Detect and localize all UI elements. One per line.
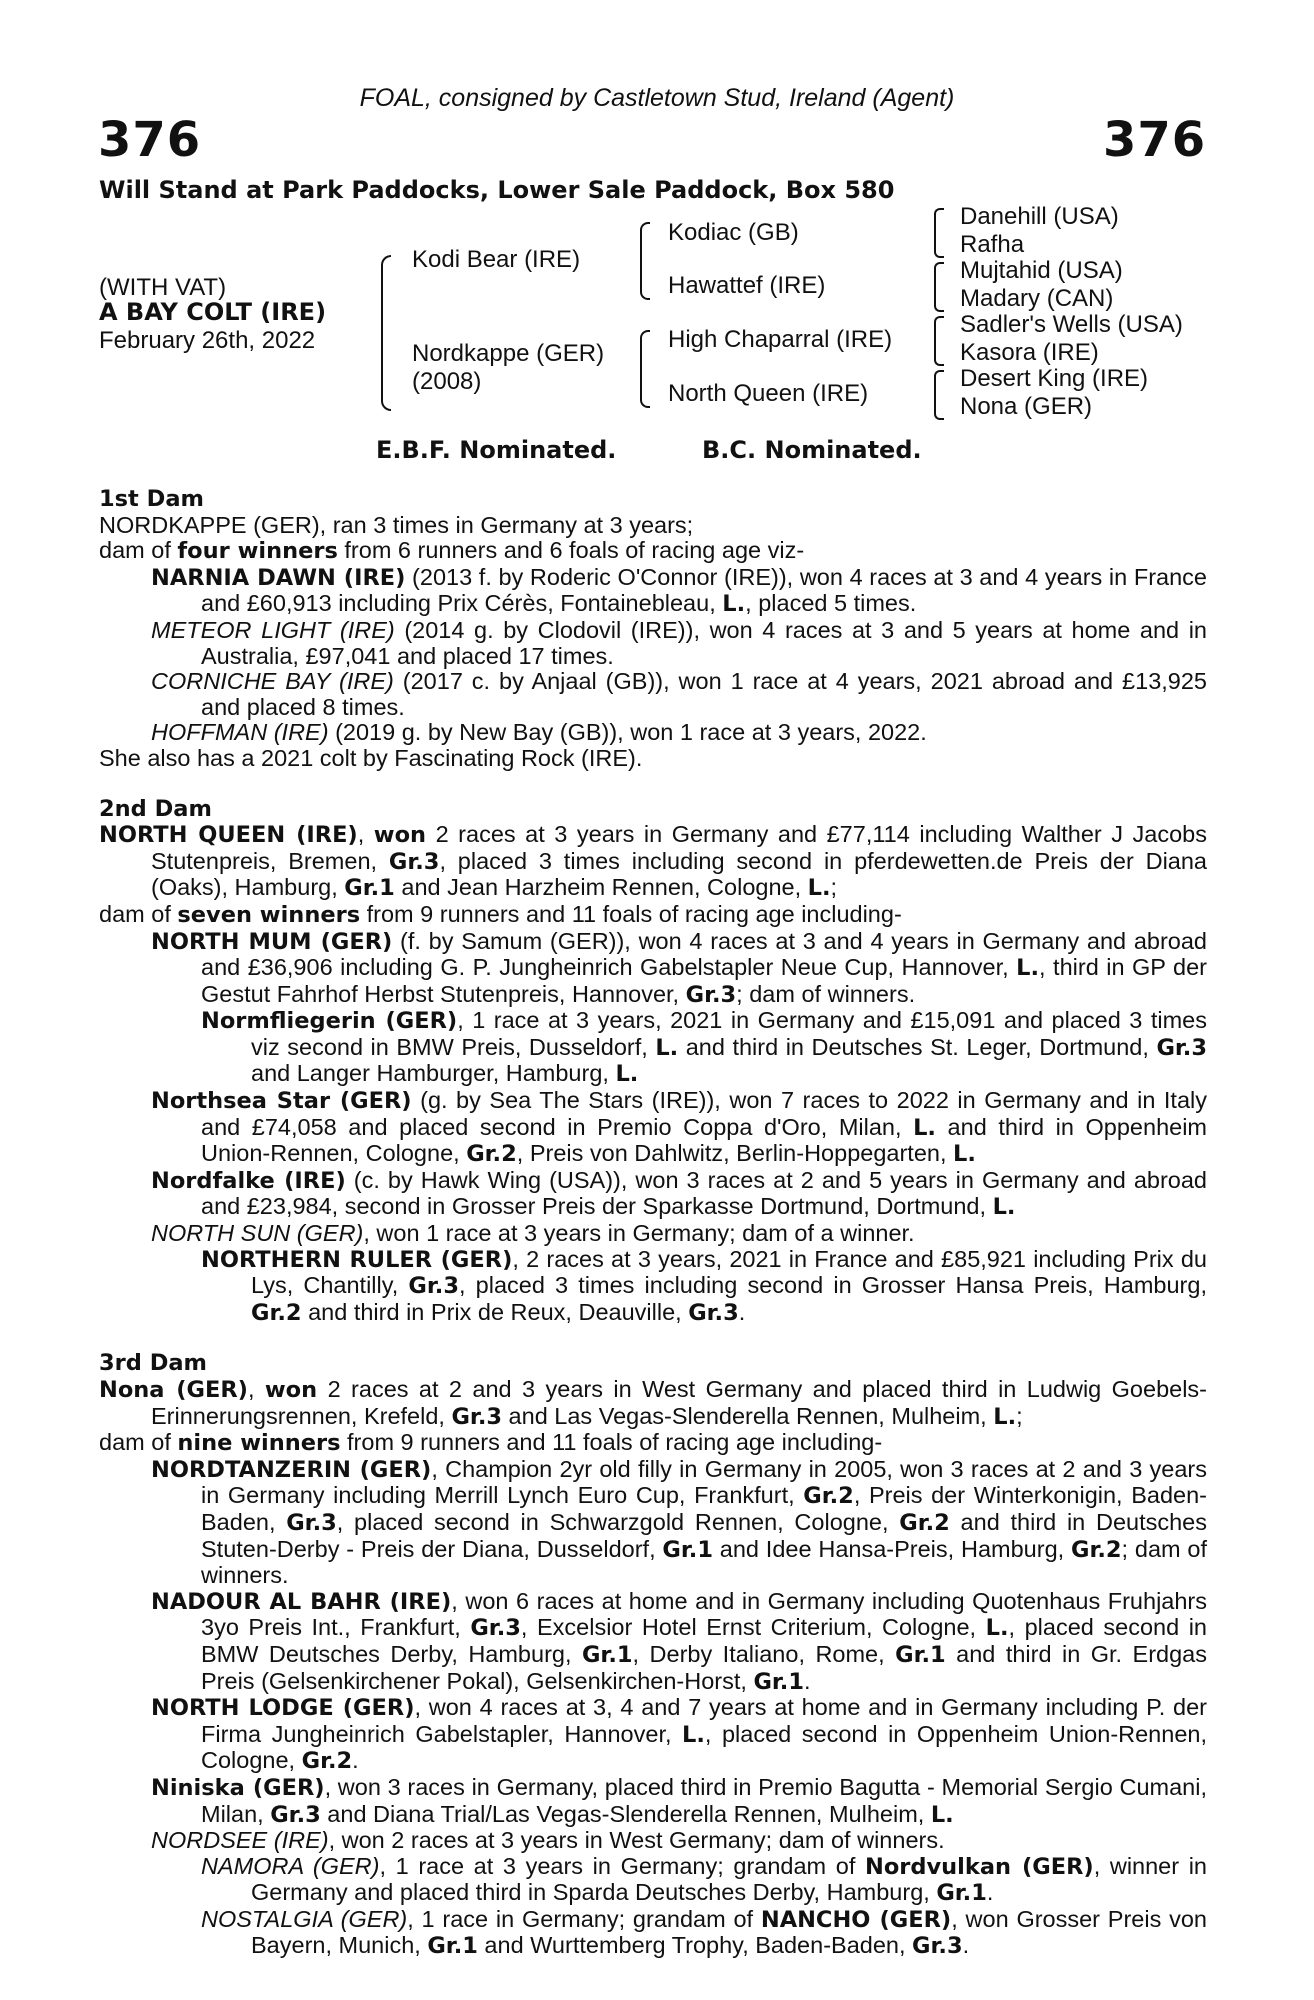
dam: Nordkappe (GER): [412, 340, 605, 367]
progeny-northsea-star: Northsea Star (GER) (g. by Sea The Stars (IRE)), won 7 races to 2022 in Germany and in Italy and £74,058 and placed second in Premio Coppa d'Oro, Milan, L. and third in Oppenheim Union-Rennen, Cologne, Gr.2, Preis von Dahlwitz, Berlin-Hoppegarten, L.: [151, 1087, 1208, 1168]
ebf-nominated: E.B.F. Nominated.: [376, 436, 617, 464]
catalogue-body: [99, 487, 1207, 1960]
progeny-northern-ruler: NORTHERN RULER (GER), 2 races at 3 years, 2021 in France and £85,921 including Prix du Lys, Chantilly, Gr.3, placed 3 times including second in Grosser Hansa Preis, Hamburg, Gr.2 and third in Prix de Reux, Deauville, Gr.3.: [201, 1245, 1207, 1326]
sire-dam-dam: Madary (CAN): [960, 285, 1114, 312]
brace-ds: [934, 316, 944, 366]
stand-location: Will Stand at Park Paddocks, Lower Sale Paddock, Box 580: [99, 176, 895, 204]
sire-sire: Kodiac (GB): [668, 219, 799, 246]
progeny-north-sun: NORTH SUN (GER), won 1 race at 3 years in Germany; dam of a winner.: [151, 1220, 915, 1247]
progeny-namora: NAMORA (GER), 1 race at 3 years in Germany; grandam of Nordvulkan (GER), winner in Germany and placed third in Sparda Deutsches Derby, Hamburg, Gr.1.: [201, 1852, 1207, 1907]
second-dam-dam-of: dam of seven winners from 9 runners and 11 foals of racing age including-: [99, 900, 902, 928]
brace-sire: [640, 222, 650, 300]
dam-sire-sire: Sadler's Wells (USA): [960, 311, 1183, 338]
second-dam-record: NORTH QUEEN (IRE), won 2 races at 3 years in Germany and £77,114 including Walther J Jacobs Stutenpreis, Bremen, Gr.3, placed 3 times including second in pferdewetten.de Preis der Diana (Oaks), Hamburg, Gr.1 and Jean Harzheim Rennen, Cologne, L.;: [99, 821, 1208, 902]
progeny-north-mum: NORTH MUM (GER) (f. by Samum (GER)), won 4 races at 3 and 4 years in Germany and abroad and £36,906 including G. P. Jungheinrich Gabelstapler Neue Cup, Hannover, L., third in GP der Gestut Fahrhof Herbst Stutenpreis, Hannover, Gr.3; dam of winners.: [151, 927, 1207, 1008]
sire-dam: Hawattef (IRE): [668, 272, 826, 299]
second-dam-heading: 2nd Dam: [99, 795, 212, 822]
third-dam-dam-of: dam of nine winners from 9 runners and 11 foals of racing age including-: [99, 1429, 883, 1457]
progeny-nordsee: NORDSEE (IRE), won 2 races at 3 years in West Germany; dam of winners.: [151, 1827, 945, 1854]
lot-number-right: 376: [1103, 112, 1207, 168]
progeny-corniche-bay: CORNICHE BAY (IRE) (2017 c. by Anjaal (GB)), won 1 race at 4 years, 2021 abroad and £13,925 and placed 8 times.: [151, 668, 1207, 720]
progeny-nordfalke: Nordfalke (IRE) (c. by Hawk Wing (USA)), won 3 races at 2 and 5 years in Germany and abroad and £23,984, second in Grosser Preis der Sparkasse Dortmund, Dortmund, L.: [151, 1166, 1208, 1221]
brace-dam: [640, 330, 650, 408]
dam-sire-dam: Kasora (IRE): [960, 339, 1099, 366]
progeny-niniska: Niniska (GER), won 3 races in Germany, placed third in Premio Bagutta - Memorial Sergio Cumani, Milan, Gr.3 and Diana Trial/Las Vegas-Slenderella Rennen, Mulheim, L.: [151, 1773, 1207, 1828]
progeny-nostalgia: NOSTALGIA (GER), 1 race in Germany; grandam of NANCHO (GER), won Grosser Preis von Bayern, Munich, Gr.1 and Wurttemberg Trophy, Baden-Baden, Gr.3.: [201, 1905, 1208, 1960]
sire-dam-sire: Mujtahid (USA): [960, 257, 1123, 284]
lot-number-left: 376: [98, 112, 202, 168]
foaling-date: February 26th, 2022: [99, 327, 316, 354]
bc-nominated: B.C. Nominated.: [702, 436, 922, 464]
brace-ss: [934, 208, 944, 258]
first-dam-dam-of: dam of four winners from 6 runners and 6 foals of racing age viz-: [99, 537, 805, 565]
dam-year: (2008): [412, 368, 482, 395]
first-dam-intro: NORDKAPPE (GER), ran 3 times in Germany at 3 years;: [99, 511, 694, 538]
dam-dam-sire: Desert King (IRE): [960, 365, 1149, 392]
dam-sire: High Chaparral (IRE): [668, 326, 893, 353]
first-dam-also: She also has a 2021 colt by Fascinating Rock (IRE).: [99, 744, 643, 771]
brace-main: [381, 255, 391, 411]
progeny-nordtanzerin: NORDTANZERIN (GER), Champion 2yr old filly in Germany in 2005, won 3 races at 2 and 3 years in Germany including Merrill Lynch Euro Cup, Frankfurt, Gr.2, Preis der Winterkonigin, Baden-Baden, Gr.3, placed second in Schwarzgold Rennen, Cologne, Gr.2 and third in Deutsches Stuten-Derby - Preis der Diana, Dusseldorf, Gr.1 and Idee Hansa-Preis, Hamburg, Gr.2; dam of winners.: [151, 1455, 1208, 1589]
dam-dam-dam: Nona (GER): [960, 393, 1093, 420]
progeny-meteor-light: METEOR LIGHT (IRE) (2014 g. by Clodovil (IRE)), won 4 races at 3 and 5 years at home and in Australia, £97,041 and placed 17 times.: [151, 616, 1207, 669]
progeny-nadour-al-bahr: NADOUR AL BAHR (IRE), won 6 races at home and in Germany including Quotenhaus Fruhjahrs 3yo Preis Int., Frankfurt, Gr.3, Excelsior Hotel Ernst Criterium, Cologne, L., placed second in BMW Deutsches Derby, Hamburg, Gr.1, Derby Italiano, Rome, Gr.1 and third in Gr. Erdgas Preis (Gelsenkirchener Pokal), Gelsenkirchen-Horst, Gr.1.: [151, 1587, 1208, 1695]
progeny-hoffman: HOFFMAN (IRE) (2019 g. by New Bay (GB)), won 1 race at 3 years, 2022.: [151, 719, 927, 746]
progeny-narnia-dawn: NARNIA DAWN (IRE) (2013 f. by Roderic O'Connor (IRE)), won 4 races at 3 and 4 years in France and £60,913 including Prix Cérès, Fontainebleau, L., placed 5 times.: [151, 563, 1207, 618]
sire-sire-sire: Danehill (USA): [960, 203, 1119, 230]
sire: Kodi Bear (IRE): [412, 246, 581, 273]
progeny-north-lodge: NORTH LODGE (GER), won 4 races at 3, 4 and 7 years at home and in Germany including P. der Firma Jungheinrich Gabelstapler, Hannover, L., placed second in Oppenheim Union-Rennen, Cologne, Gr.2.: [151, 1694, 1207, 1775]
progeny-normfliegerin: Normfliegerin (GER), 1 race at 3 years, 2021 in Germany and £15,091 and placed 3 times viz second in BMW Preis, Dusseldorf, L. and third in Deutsches St. Leger, Dortmund, Gr.3 and Langer Hamburger, Hamburg, L.: [201, 1007, 1207, 1088]
first-dam-heading: 1st Dam: [99, 486, 204, 512]
brace-sd: [934, 262, 944, 312]
third-dam-heading: 3rd Dam: [99, 1350, 207, 1377]
lot-name: A BAY COLT (IRE): [99, 298, 327, 326]
vat-note: (WITH VAT): [99, 274, 227, 301]
third-dam-record: Nona (GER), won 2 races at 2 and 3 years in West Germany and placed third in Ludwig Goebels-Erinnerungsrennen, Krefeld, Gr.3 and Las Vegas-Slenderella Rennen, Mulheim, L.;: [99, 1376, 1207, 1430]
dam-dam: North Queen (IRE): [668, 380, 869, 407]
brace-dd: [934, 370, 944, 420]
sire-sire-dam: Rafha: [960, 231, 1025, 258]
consignor-line: FOAL, consigned by Castletown Stud, Ireland (Agent): [359, 84, 955, 112]
